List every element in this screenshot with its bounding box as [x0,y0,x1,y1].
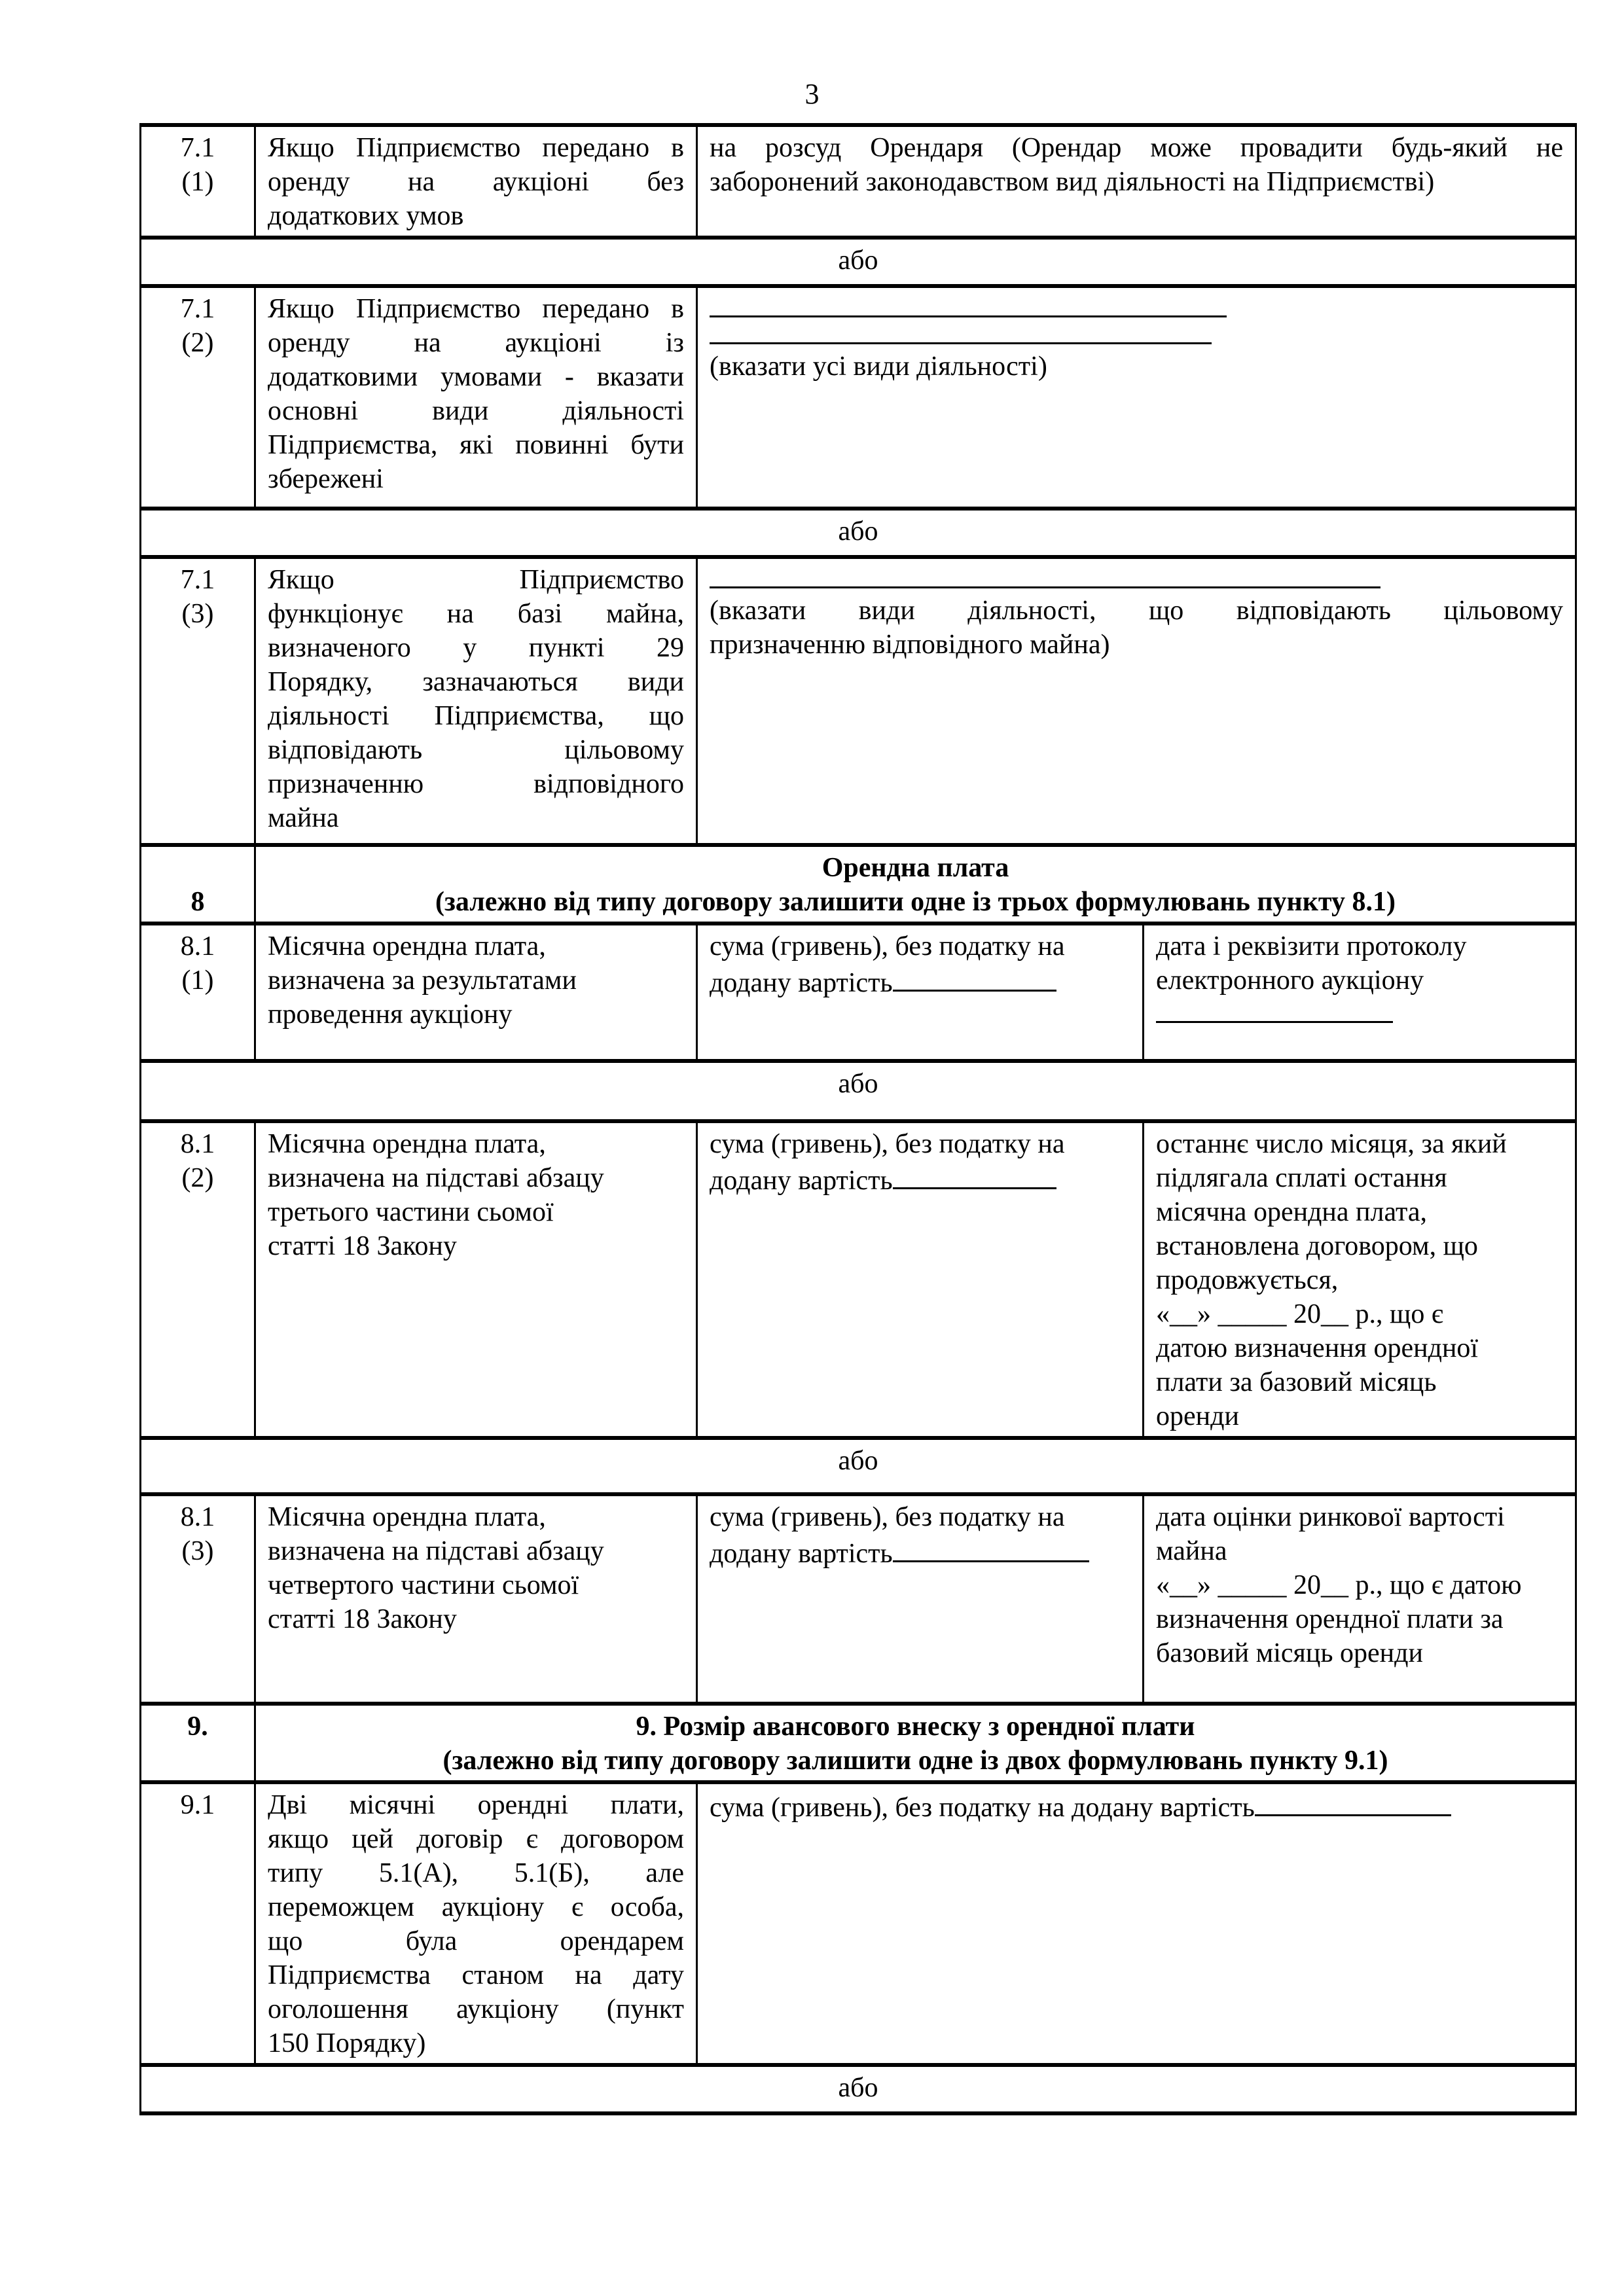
text-line: Дві місячні орендні плати, [268,1790,684,1820]
text-line: визначена за результатами [268,965,577,996]
text-line: оренду на аукціоні без [268,167,684,197]
text-line: дата і реквізити протоколу [1156,931,1467,961]
clause-number [141,557,255,845]
protocol-blank[interactable] [1156,997,1393,1023]
text-line: останнє число місяця, за який [1156,1129,1507,1159]
text-line: визначена на підставі абзацу [268,1163,604,1193]
section-heading [255,1704,1576,1782]
text-line: визначення орендної плати за [1156,1604,1504,1634]
section-heading [255,845,1576,924]
or-label: або [141,1438,1576,1494]
clause-number-variant: (3) [181,599,214,629]
text-line: визначеного у пункті 29 [268,633,684,663]
clause-number-main: 7.1 [180,133,215,163]
clause-condition [255,286,697,509]
or-separator-row [141,1061,1576,1121]
text-line: оренду на аукціоні із [268,328,684,358]
text-line: Підприємства, які повинні бути [268,430,684,460]
text-line: Підприємства станом на дату [268,1960,684,1990]
date-cell [1144,1121,1576,1438]
table-row-8-1-2 [141,1121,1576,1438]
clause-number-main: 7.1 [180,565,215,595]
text-line: Місячна орендна плата, [268,931,546,961]
amount-label: додану вартість [710,968,893,998]
text-line: четвертого частини сьомої [268,1570,579,1600]
instruction-note: призначенню відповідного майна) [710,630,1110,660]
section-8-heading-row [141,845,1576,924]
instruction-note: (вказати види діяльності, що відповідають цільовому [710,596,1564,626]
clause-condition [255,557,697,845]
text-line: додатковими умовами - вказати [268,362,684,392]
section-number: 8 [141,845,255,924]
amount-cell [697,1782,1576,2065]
text-line: якщо цей договір є договором [268,1824,684,1854]
clause-value [697,286,1576,509]
text-line: додаткових умов [268,201,464,231]
amount-blank[interactable] [893,963,1056,992]
amount-cell [697,1121,1144,1438]
amount-cell [697,1494,1144,1704]
text-line: сума (гривень), без податку на [710,1502,1065,1532]
instruction-note: (вказати усі види діяльності) [710,351,1047,382]
text-line [710,963,1130,1000]
amount-label: сума (гривень), без податку на додану вартість [710,1793,1255,1823]
amount-blank[interactable] [893,1161,1056,1189]
amount-cell [697,924,1144,1061]
clause-number [141,125,255,238]
lease-terms-table [139,123,1577,2115]
text-line [710,1788,1563,1825]
date-cell [1144,924,1576,1061]
text-line: Місячна орендна плата, [268,1129,546,1159]
clause-condition [255,1494,697,1704]
text-line: на розсуд Орендаря (Орендар може провадити будь-який не [710,133,1564,163]
text-line: діяльності Підприємства, що [268,701,684,731]
clause-number-variant: (2) [181,1163,214,1193]
clause-number [141,286,255,509]
amount-blank[interactable] [893,1534,1089,1562]
or-separator-row [141,238,1576,286]
text-line: оренди [1156,1401,1239,1431]
clause-number-main: 8.1 [180,1129,215,1159]
text-line: 150 Порядку) [268,2028,426,2058]
clause-number-variant: (1) [181,167,214,197]
text-line: Якщо Підприємство передано в [268,133,684,163]
clause-number-variant: (3) [181,1536,214,1566]
text-line: сума (гривень), без податку на [710,931,1065,961]
section-subtitle: (залежно від типу договору залишити одне із двох формулювань пункту 9.1) [442,1746,1388,1776]
text-line: визначена на підставі абзацу [268,1536,604,1566]
clause-number-main: 8.1 [180,931,215,961]
table-row-7-1-2 [141,286,1576,509]
amount-label: додану вартість [710,1539,893,1569]
table-row-9-1 [141,1782,1576,2065]
text-line: призначенню відповідного [268,769,684,799]
text-line: статті 18 Закону [268,1604,457,1634]
section-9-heading-row [141,1704,1576,1782]
clause-condition [255,924,697,1061]
text-line: підлягала сплаті остання [1156,1163,1447,1193]
section-number: 9. [141,1704,255,1782]
text-line: встановлена договором, що [1156,1231,1478,1261]
text-line: основні види діяльності [268,396,684,426]
or-label: або [141,238,1576,286]
page-number: 3 [804,78,820,110]
date-cell [1144,1494,1576,1704]
text-line: заборонений законодавством вид діяльності на Підприємстві) [710,167,1435,197]
text-line: оголошення аукціону (пункт [268,1994,684,2024]
clause-value [697,125,1576,238]
clause-number-main: 7.1 [180,294,215,324]
text-line: що була орендарем [268,1926,684,1956]
text-line: проведення аукціону [268,999,513,1030]
date-fill-in[interactable]: «__» _____ 20__ р., що є [1156,1299,1443,1329]
clause-number: 9.1 [141,1782,255,2065]
clause-number-variant: (1) [181,965,214,996]
clause-number-main: 8.1 [180,1502,215,1532]
text-line: збережені [268,464,384,494]
text-line: Якщо Підприємство [268,565,684,595]
text-line: функціонує на базі майна, [268,599,684,629]
or-label: або [141,1061,1576,1121]
or-label: або [141,509,1576,557]
text-line [710,1534,1130,1571]
section-subtitle: (залежно від типу договору залишити одне із трьох формулювань пункту 8.1) [435,887,1396,917]
clause-number [141,1494,255,1704]
clause-number-variant: (2) [181,328,214,358]
clause-number [141,1121,255,1438]
text-line [710,1161,1130,1198]
table-row-8-1-1 [141,924,1576,1061]
or-separator-row [141,509,1576,557]
date-fill-in[interactable]: «__» _____ 20__ р., що є датою [1156,1570,1522,1600]
amount-blank[interactable] [1255,1788,1451,1816]
clause-condition [255,1121,697,1438]
text-line: сума (гривень), без податку на [710,1129,1065,1159]
text-line: статті 18 Закону [268,1231,457,1261]
clause-condition [255,125,697,238]
or-separator-row [141,2065,1576,2113]
text-line: майна [1156,1536,1227,1566]
clause-value [697,557,1576,845]
fill-in-blank[interactable] [710,292,1227,317]
or-label: або [141,2065,1576,2113]
section-title: 9. Розмір авансового внеску з орендної плати [636,1712,1195,1742]
section-title: Орендна плата [821,853,1009,883]
text-line: датою визначення орендної [1156,1333,1479,1363]
text-line: базовий місяць оренди [1156,1638,1423,1668]
text-line: Місячна орендна плата, [268,1502,546,1532]
amount-label: додану вартість [710,1166,893,1196]
text-line: переможцем аукціону є особа, [268,1892,684,1922]
text-line: відповідають цільовому [268,735,684,765]
text-line: дата оцінки ринкової вартості [1156,1502,1505,1532]
text-line: третього частини сьомої [268,1197,554,1227]
table-row-7-1-1 [141,125,1576,238]
text-line: Порядку, зазначаються види [268,667,684,697]
table-row-7-1-3 [141,557,1576,845]
text-line: майна [268,803,339,833]
fill-in-blank[interactable] [710,319,1212,344]
text-line: місячна орендна плата, [1156,1197,1428,1227]
text-line: плати за базовий місяць [1156,1367,1437,1397]
text-line: продовжується, [1156,1265,1339,1295]
text-line: типу 5.1(А), 5.1(Б), але [268,1858,684,1888]
clause-condition [255,1782,697,2065]
text-line: Якщо Підприємство передано в [268,294,684,324]
or-separator-row [141,1438,1576,1494]
clause-number [141,924,255,1061]
fill-in-blank[interactable] [710,563,1380,588]
text-line: електронного аукціону [1156,965,1424,996]
table-row-8-1-3 [141,1494,1576,1704]
